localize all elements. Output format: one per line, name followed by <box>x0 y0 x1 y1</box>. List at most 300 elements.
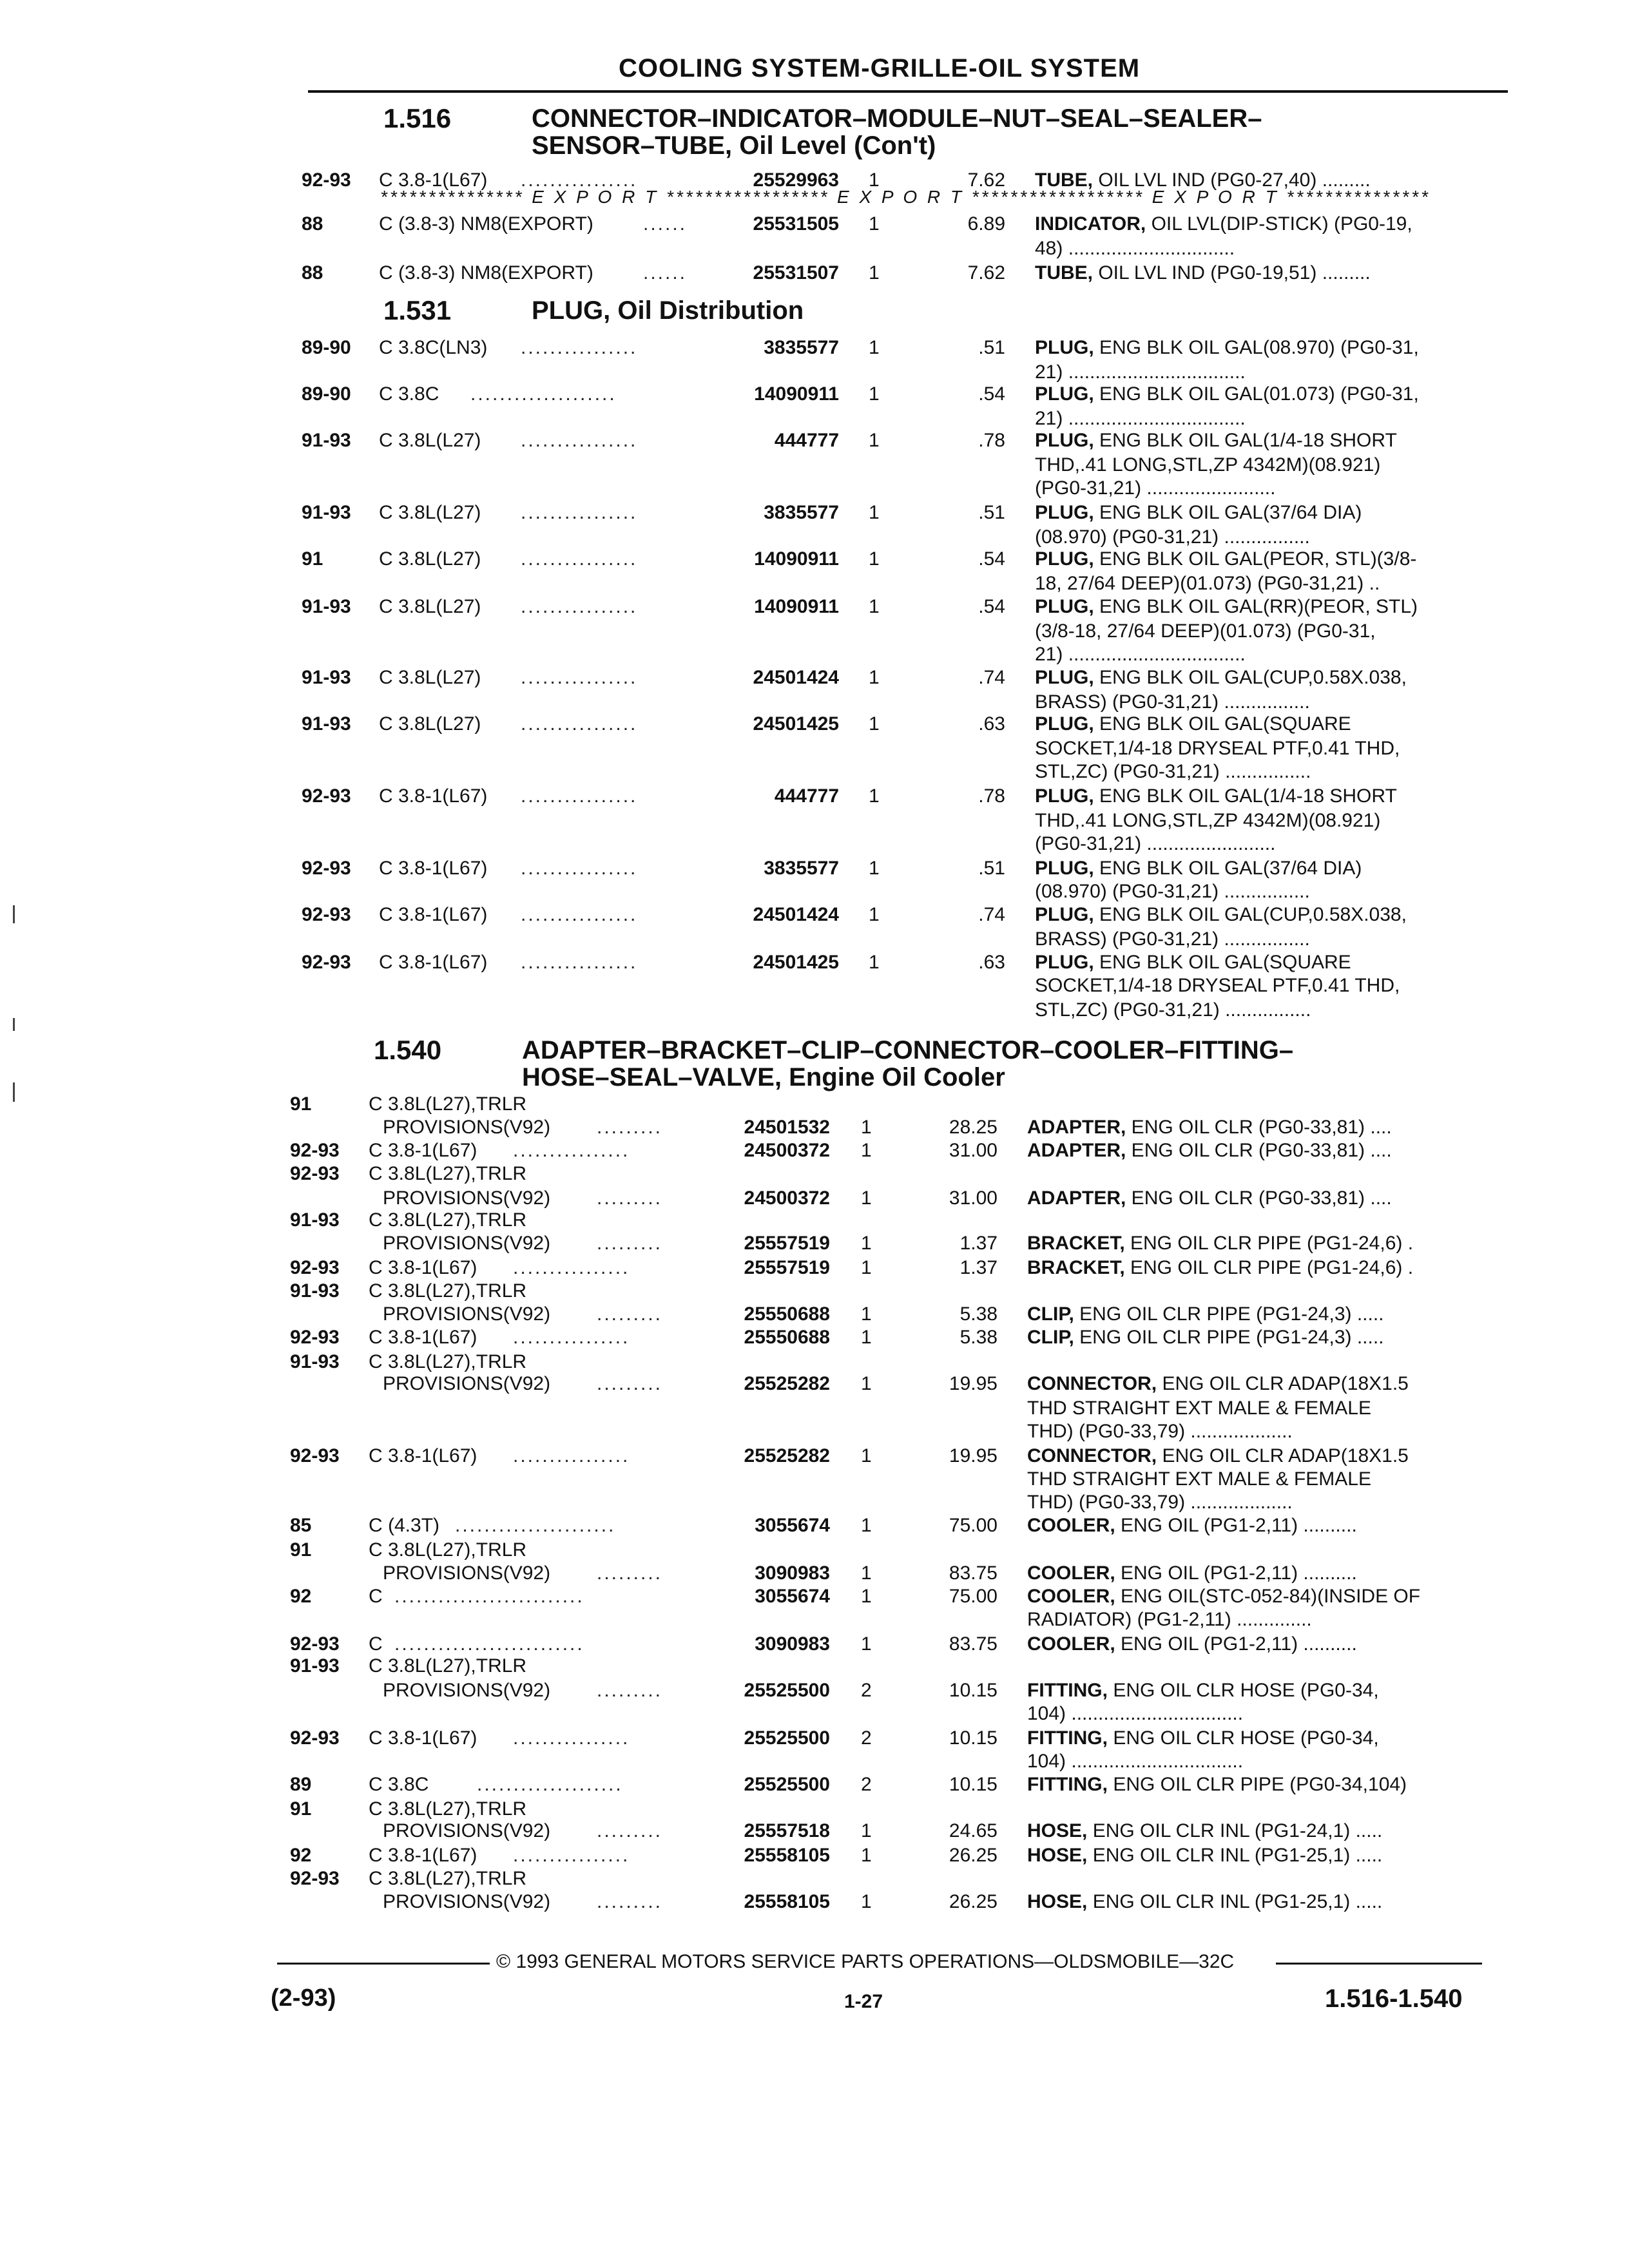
description-keyword: COOLER, <box>1027 1633 1115 1655</box>
price-cell: .51 <box>978 502 1005 523</box>
part-number-cell: 25558105 <box>744 1891 830 1912</box>
year-cell: 91-93 <box>290 1209 340 1231</box>
quantity-cell: 1 <box>861 1891 872 1912</box>
leader-dots: ......... <box>597 1187 663 1209</box>
parts-row <box>0 974 1629 997</box>
description-cell <box>1035 336 1419 360</box>
price-cell: 26.25 <box>949 1845 998 1866</box>
description-keyword: COOLER, <box>1027 1586 1115 1607</box>
model-cell: C 3.8L(L27) <box>379 596 481 617</box>
description-cell <box>1027 1139 1392 1162</box>
parts-row <box>0 1608 1629 1631</box>
parts-row <box>0 1773 1629 1796</box>
description-cell <box>1035 454 1380 477</box>
margin-mark <box>13 1018 15 1031</box>
description-cell <box>1035 383 1419 406</box>
description-text: ENG BLK OIL GAL(CUP,0.58X.038, <box>1094 904 1407 925</box>
description-cell <box>1027 1232 1413 1255</box>
model-cell: C (4.3T) <box>369 1515 440 1536</box>
parts-row <box>0 429 1629 452</box>
model-cell: C (3.8-3) NM8(EXPORT) <box>379 262 593 284</box>
year-cell: 89-90 <box>302 383 351 405</box>
year-cell: 92-93 <box>290 1140 340 1161</box>
description-text: ENG OIL CLR ADAP(18X1.5 <box>1157 1445 1409 1466</box>
page-header-title: COOLING SYSTEM-GRILLE-OIL SYSTEM <box>619 54 1141 82</box>
description-text: ENG OIL CLR HOSE (PG0-34, <box>1107 1727 1379 1749</box>
parts-row <box>0 213 1629 236</box>
year-cell: 92-93 <box>290 1727 340 1749</box>
parts-row <box>0 1491 1629 1514</box>
description-keyword: FITTING, <box>1027 1727 1108 1749</box>
quantity-cell: 1 <box>861 1327 872 1348</box>
year-cell: 92-93 <box>290 1633 340 1655</box>
description-cell <box>1027 1420 1293 1443</box>
description-cell <box>1035 857 1362 880</box>
leader-dots: .......................... <box>394 1586 584 1607</box>
description-text: ENG OIL CLR (PG0-33,81) .... <box>1126 1117 1392 1138</box>
model-cell: C 3.8L(L27),TRLR <box>369 1280 527 1302</box>
section-number: 1.531 <box>383 295 452 325</box>
description-cell <box>1027 1585 1420 1608</box>
description-text: ENG OIL (PG1-2,11) .......... <box>1115 1515 1357 1536</box>
description-cell <box>1027 1890 1382 1914</box>
part-number-cell: 25525500 <box>744 1727 830 1749</box>
parts-row <box>0 620 1629 643</box>
quantity-cell: 1 <box>861 1586 872 1607</box>
description-text: ENG BLK OIL GAL(SQUARE <box>1094 952 1351 973</box>
price-cell: 6.89 <box>967 213 1005 235</box>
quantity-cell: 1 <box>861 1233 872 1254</box>
section-title-line1: CONNECTOR–INDICATOR–MODULE–NUT–SEAL–SEALER– <box>532 104 1262 133</box>
parts-row <box>0 1562 1629 1585</box>
description-text: ENG BLK OIL GAL(01.073) (PG0-31, <box>1094 383 1419 405</box>
description-cell <box>1035 501 1362 524</box>
year-cell: 92-93 <box>302 785 351 807</box>
model-cell: PROVISIONS(V92) <box>383 1373 551 1394</box>
description-cell <box>1035 262 1371 285</box>
parts-row <box>0 999 1629 1022</box>
description-text: (08.970) (PG0-31,21) ................ <box>1035 881 1310 902</box>
description-text: ENG BLK OIL GAL(1/4-18 SHORT <box>1094 430 1397 451</box>
description-cell <box>1035 361 1246 384</box>
description-keyword: PLUG, <box>1035 430 1094 451</box>
description-cell <box>1035 237 1235 260</box>
price-cell: 75.00 <box>949 1586 998 1607</box>
price-cell: 31.00 <box>949 1187 998 1209</box>
margin-mark <box>13 1082 15 1102</box>
description-cell <box>1035 809 1380 832</box>
quantity-cell: 1 <box>861 1445 872 1466</box>
leader-dots: ................ <box>521 667 638 688</box>
description-text: (08.970) (PG0-31,21) ................ <box>1035 526 1310 548</box>
description-text: ENG OIL(STC-052-84)(INSIDE OF <box>1115 1586 1421 1607</box>
part-number-cell: 25550688 <box>744 1303 830 1325</box>
description-cell <box>1035 407 1246 430</box>
year-cell: 91 <box>290 1798 312 1820</box>
parts-row <box>0 1679 1629 1702</box>
description-text: ENG BLK OIL GAL(08.970) (PG0-31, <box>1094 337 1419 358</box>
description-text: OIL LVL IND (PG0-27,40) ......... <box>1093 169 1371 191</box>
description-cell <box>1027 1633 1357 1656</box>
section-number: 1.516 <box>383 103 452 133</box>
model-cell: C 3.8-1(L67) <box>369 1845 477 1866</box>
parts-row <box>0 785 1629 808</box>
description-cell <box>1027 1820 1382 1843</box>
description-cell <box>1035 737 1400 760</box>
part-number-cell: 3055674 <box>755 1586 830 1607</box>
price-cell: 5.38 <box>959 1303 998 1325</box>
parts-row <box>0 1256 1629 1280</box>
price-cell: 7.62 <box>967 262 1005 284</box>
parts-row <box>0 1209 1629 1232</box>
description-text: THD STRAIGHT EXT MALE & FEMALE <box>1027 1468 1371 1490</box>
model-cell: C 3.8L(L27) <box>379 430 481 451</box>
parts-row <box>0 1445 1629 1468</box>
description-text: STL,ZC) (PG0-31,21) ................ <box>1035 999 1311 1021</box>
leader-dots: ...... <box>643 262 688 284</box>
description-cell <box>1035 880 1310 903</box>
quantity-cell: 1 <box>861 1257 872 1278</box>
part-number-cell: 25525282 <box>744 1445 830 1466</box>
year-cell: 91 <box>290 1093 312 1115</box>
part-number-cell: 24501532 <box>744 1117 830 1138</box>
description-cell <box>1027 1773 1407 1796</box>
year-cell: 89-90 <box>302 337 351 358</box>
model-cell: C 3.8L(L27),TRLR <box>369 1351 527 1372</box>
year-cell: 91-93 <box>302 713 351 735</box>
parts-row <box>0 713 1629 736</box>
description-text: OIL LVL IND (PG0-19,51) ......... <box>1093 262 1371 284</box>
description-keyword: ADAPTER, <box>1027 1140 1126 1161</box>
parts-row <box>0 237 1629 260</box>
description-text: (3/8-18, 27/64 DEEP)(01.073) (PG0-31, <box>1035 620 1376 642</box>
description-keyword: PLUG, <box>1035 785 1094 807</box>
quantity-cell: 1 <box>869 383 880 405</box>
footer-section-range: 1.516-1.540 <box>1325 1984 1463 2013</box>
description-keyword: PLUG, <box>1035 337 1094 358</box>
quantity-cell: 1 <box>861 1633 872 1655</box>
quantity-cell: 1 <box>861 1303 872 1325</box>
description-cell <box>1035 526 1310 549</box>
price-cell: .74 <box>978 904 1005 925</box>
part-number-cell: 444777 <box>774 785 839 807</box>
quantity-cell: 1 <box>869 858 880 879</box>
description-cell <box>1035 785 1397 808</box>
price-cell: 83.75 <box>949 1633 998 1655</box>
parts-row <box>0 643 1629 666</box>
part-number-cell: 25558105 <box>744 1845 830 1866</box>
parts-row <box>0 501 1629 524</box>
price-cell: 19.95 <box>949 1373 998 1394</box>
year-cell: 92 <box>290 1586 312 1607</box>
description-keyword: PLUG, <box>1035 904 1094 925</box>
model-cell: C 3.8C <box>369 1774 429 1795</box>
year-cell: 91-93 <box>302 667 351 688</box>
leader-dots: ................ <box>513 1257 630 1278</box>
year-cell: 89 <box>290 1774 312 1795</box>
part-number-cell: 3835577 <box>764 502 839 523</box>
parts-row <box>0 880 1629 903</box>
description-keyword: PLUG, <box>1035 858 1094 879</box>
description-keyword: HOSE, <box>1027 1845 1088 1866</box>
model-cell: C 3.8L(L27) <box>379 502 481 523</box>
description-keyword: HOSE, <box>1027 1891 1088 1912</box>
leader-dots: ......... <box>597 1820 663 1841</box>
model-cell: PROVISIONS(V92) <box>383 1303 551 1325</box>
year-cell: 91 <box>302 548 323 570</box>
model-cell: C 3.8-1(L67) <box>369 1327 477 1348</box>
quantity-cell: 1 <box>861 1845 872 1866</box>
parts-row <box>0 928 1629 951</box>
description-text: ENG OIL CLR PIPE (PG0-34,104) <box>1107 1774 1407 1795</box>
description-text: ENG OIL CLR INL (PG1-25,1) ..... <box>1087 1845 1383 1866</box>
parts-row <box>0 1798 1629 1821</box>
leader-dots: ................ <box>521 904 638 925</box>
part-number-cell: 3835577 <box>764 858 839 879</box>
description-cell <box>1035 429 1397 452</box>
parts-row <box>0 737 1629 760</box>
part-number-cell: 3835577 <box>764 337 839 358</box>
description-text: ENG OIL (PG1-2,11) .......... <box>1115 1562 1357 1584</box>
description-keyword: ADAPTER, <box>1027 1187 1126 1209</box>
description-text: 21) ................................. <box>1035 408 1246 429</box>
year-cell: 92 <box>290 1845 312 1866</box>
description-keyword: CONNECTOR, <box>1027 1373 1157 1394</box>
description-text: 18, 27/64 DEEP)(01.073) (PG0-31,21) .. <box>1035 573 1380 594</box>
part-number-cell: 14090911 <box>754 596 839 617</box>
description-cell <box>1027 1256 1413 1280</box>
description-text: ENG BLK OIL GAL(CUP,0.58X.038, <box>1094 667 1407 688</box>
price-cell: 10.15 <box>949 1680 998 1701</box>
description-cell <box>1027 1608 1312 1631</box>
leader-dots: ......... <box>597 1303 663 1325</box>
description-keyword: FITTING, <box>1027 1680 1108 1701</box>
model-cell: C 3.8-1(L67) <box>379 904 488 925</box>
parts-row <box>0 336 1629 360</box>
parts-row <box>0 1350 1629 1374</box>
description-cell <box>1035 595 1418 619</box>
model-cell: PROVISIONS(V92) <box>383 1891 551 1912</box>
leader-dots: ................ <box>521 430 638 451</box>
parts-row <box>0 1468 1629 1491</box>
price-cell: 75.00 <box>949 1515 998 1536</box>
parts-row <box>0 262 1629 285</box>
parts-row <box>0 1633 1629 1656</box>
price-cell: 1.37 <box>959 1233 998 1254</box>
description-text: THD) (PG0-33,79) ................... <box>1027 1492 1293 1513</box>
model-cell: C 3.8L(L27) <box>379 548 481 570</box>
parts-row <box>0 1139 1629 1162</box>
parts-row <box>0 760 1629 783</box>
model-cell: C 3.8-1(L67) <box>369 1727 477 1749</box>
description-keyword: BRACKET, <box>1027 1233 1125 1254</box>
description-text: ENG OIL CLR PIPE (PG1-24,3) ..... <box>1074 1303 1384 1325</box>
year-cell: 92-93 <box>302 952 351 973</box>
description-cell <box>1035 572 1380 595</box>
price-cell: 1.37 <box>959 1257 998 1278</box>
description-cell <box>1035 643 1246 666</box>
description-text: ENG BLK OIL GAL(37/64 DIA) <box>1094 858 1362 879</box>
parts-row <box>0 454 1629 477</box>
model-cell: C 3.8-1(L67) <box>379 858 488 879</box>
leader-dots: .................... <box>477 1774 623 1795</box>
description-keyword: CONNECTOR, <box>1027 1445 1157 1466</box>
description-text: 104) ................................ <box>1027 1703 1244 1724</box>
section-number: 1.540 <box>374 1035 442 1065</box>
description-text: THD,.41 LONG,STL,ZP 4342M)(08.921) <box>1035 454 1381 476</box>
description-cell <box>1035 477 1275 500</box>
quantity-cell: 1 <box>861 1820 872 1841</box>
margin-mark <box>13 905 15 923</box>
quantity-cell: 1 <box>869 502 880 523</box>
description-text: ENG OIL CLR HOSE (PG0-34, <box>1107 1680 1379 1701</box>
model-cell: C 3.8L(L27),TRLR <box>369 1093 527 1115</box>
description-cell <box>1027 1397 1371 1420</box>
leader-dots: ......... <box>597 1562 663 1584</box>
quantity-cell: 1 <box>869 952 880 973</box>
description-text: BRASS) (PG0-31,21) ................ <box>1035 928 1310 950</box>
leader-dots: ................ <box>513 1845 630 1866</box>
description-keyword: COOLER, <box>1027 1562 1115 1584</box>
part-number-cell: 3090983 <box>755 1633 830 1655</box>
leader-dots: ......... <box>597 1373 663 1394</box>
quantity-cell: 1 <box>869 169 880 191</box>
parts-row <box>0 407 1629 430</box>
quantity-cell: 1 <box>869 785 880 807</box>
year-cell: 88 <box>302 262 323 284</box>
quantity-cell: 1 <box>869 667 880 688</box>
part-number-cell: 24501425 <box>753 952 839 973</box>
parts-row <box>0 169 1629 192</box>
description-text: STL,ZC) (PG0-31,21) ................ <box>1035 761 1311 782</box>
description-cell <box>1035 666 1407 689</box>
leader-dots: ................ <box>513 1327 630 1348</box>
year-cell: 92-93 <box>290 1445 340 1466</box>
part-number-cell: 25531507 <box>753 262 839 284</box>
parts-row <box>0 809 1629 832</box>
description-keyword: TUBE, <box>1035 262 1093 284</box>
description-cell <box>1027 1844 1382 1867</box>
description-keyword: FITTING, <box>1027 1774 1108 1795</box>
leader-dots: ................ <box>521 548 638 570</box>
leader-dots: ................ <box>513 1140 630 1161</box>
description-text: ENG OIL CLR (PG0-33,81) .... <box>1126 1140 1392 1161</box>
model-cell: PROVISIONS(V92) <box>383 1117 551 1138</box>
parts-row <box>0 1585 1629 1608</box>
model-cell: C 3.8L(L27) <box>379 713 481 735</box>
description-text: (PG0-31,21) ........................ <box>1035 833 1276 854</box>
description-keyword: INDICATOR, <box>1035 213 1146 235</box>
leader-dots: ................ <box>521 952 638 973</box>
part-number-cell: 14090911 <box>754 548 839 570</box>
price-cell: .78 <box>978 430 1005 451</box>
description-text: OIL LVL(DIP-STICK) (PG0-19, <box>1146 213 1412 235</box>
parts-row <box>0 1539 1629 1562</box>
description-text: ENG OIL CLR PIPE (PG1-24,6) . <box>1124 1257 1414 1278</box>
leader-dots: ......... <box>597 1233 663 1254</box>
parts-row <box>0 1303 1629 1326</box>
description-text: ENG OIL CLR ADAP(18X1.5 <box>1157 1373 1409 1394</box>
parts-row <box>0 1844 1629 1867</box>
description-text: (PG0-31,21) ........................ <box>1035 477 1276 499</box>
footer-rule <box>277 1963 490 1965</box>
part-number-cell: 24500372 <box>744 1140 830 1161</box>
description-cell <box>1035 548 1416 571</box>
footer-date: (2-93) <box>271 1984 336 2012</box>
leader-dots: ................ <box>521 502 638 523</box>
price-cell: .51 <box>978 858 1005 879</box>
header-rule <box>308 90 1508 93</box>
leader-dots: ...................... <box>455 1515 616 1536</box>
leader-dots: ......... <box>597 1117 663 1138</box>
leader-dots: ................ <box>521 713 638 735</box>
part-number-cell: 3090983 <box>755 1562 830 1584</box>
model-cell: PROVISIONS(V92) <box>383 1187 551 1209</box>
description-cell <box>1035 169 1371 192</box>
leader-dots: .................... <box>470 383 617 405</box>
description-keyword: BRACKET, <box>1027 1257 1125 1278</box>
part-number-cell: 25550688 <box>744 1327 830 1348</box>
parts-row <box>0 1232 1629 1255</box>
parts-row <box>0 1702 1629 1725</box>
parts-row <box>0 1187 1629 1210</box>
description-text: ENG BLK OIL GAL(SQUARE <box>1094 713 1351 735</box>
year-cell: 91-93 <box>302 430 351 451</box>
year-cell: 91-93 <box>302 502 351 523</box>
price-cell: .63 <box>978 713 1005 735</box>
description-text: ENG BLK OIL GAL(37/64 DIA) <box>1094 502 1362 523</box>
description-text: BRASS) (PG0-31,21) ................ <box>1035 691 1310 713</box>
description-cell <box>1027 1702 1243 1725</box>
description-keyword: PLUG, <box>1035 713 1094 735</box>
parts-row <box>0 1727 1629 1750</box>
quantity-cell: 1 <box>861 1117 872 1138</box>
model-cell: C 3.8-1(L67) <box>369 1257 477 1278</box>
quantity-cell: 1 <box>869 904 880 925</box>
year-cell: 91-93 <box>290 1280 340 1302</box>
parts-row <box>0 1397 1629 1420</box>
year-cell: 92-93 <box>290 1257 340 1278</box>
export-banner: *************** E X P O R T ***************** E X P O R T ****************** E X P O R T *************** <box>380 187 1431 207</box>
price-cell: 10.15 <box>949 1774 998 1795</box>
parts-row <box>0 1162 1629 1186</box>
part-number-cell: 444777 <box>774 430 839 451</box>
quantity-cell: 1 <box>861 1562 872 1584</box>
description-cell <box>1035 213 1412 236</box>
model-cell: C <box>369 1586 383 1607</box>
parts-row <box>0 1867 1629 1890</box>
year-cell: 92-93 <box>302 858 351 879</box>
parts-row <box>0 666 1629 689</box>
description-text: ENG OIL CLR INL (PG1-25,1) ..... <box>1087 1891 1383 1912</box>
part-number-cell: 25525500 <box>744 1680 830 1701</box>
price-cell: 5.38 <box>959 1327 998 1348</box>
parts-row <box>0 361 1629 384</box>
description-text: SOCKET,1/4-18 DRYSEAL PTF,0.41 THD, <box>1035 738 1400 759</box>
description-cell <box>1035 928 1310 951</box>
description-cell <box>1035 691 1310 714</box>
description-keyword: PLUG, <box>1035 502 1094 523</box>
description-cell <box>1035 713 1351 736</box>
description-text: 21) ................................. <box>1035 361 1246 383</box>
part-number-cell: 24501424 <box>753 904 839 925</box>
description-keyword: PLUG, <box>1035 952 1094 973</box>
parts-row <box>0 1820 1629 1843</box>
parts-row <box>0 548 1629 571</box>
parts-row <box>0 691 1629 714</box>
description-text: 104) ................................ <box>1027 1751 1244 1772</box>
price-cell: .54 <box>978 596 1005 617</box>
